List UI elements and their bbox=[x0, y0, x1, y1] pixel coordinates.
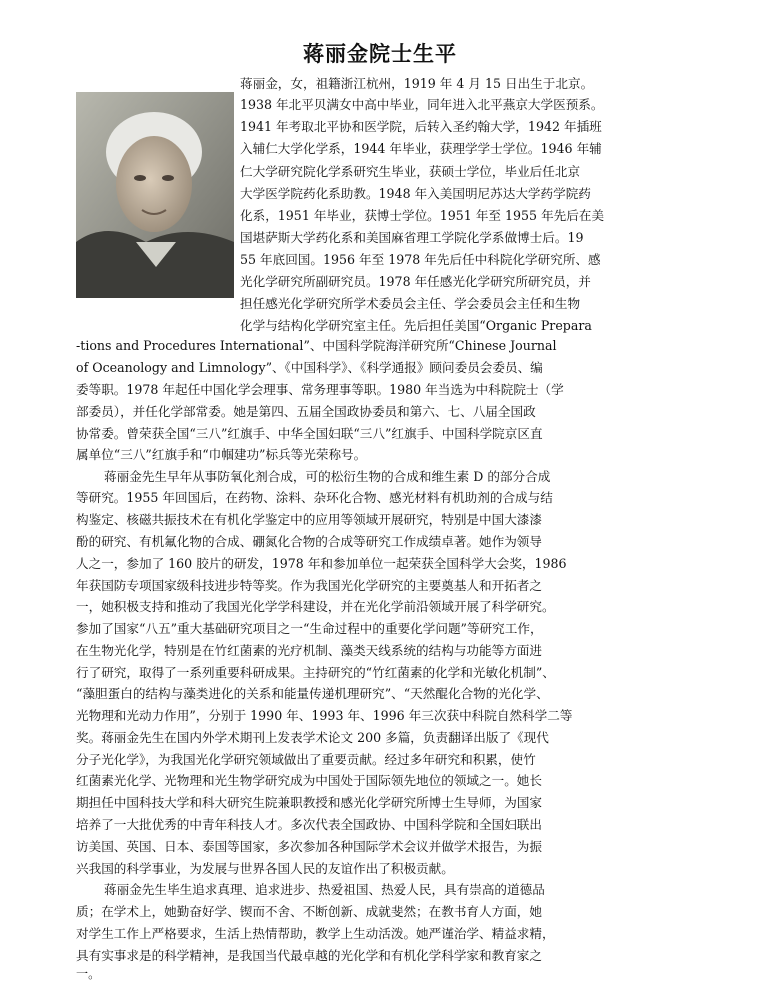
text-line: 蒋丽金，女，祖籍浙江杭州，1919 年 4 月 15 日出生于北京。 bbox=[240, 76, 594, 91]
text-line: 光物理和光动力作用”，分别于 1990 年、1993 年、1996 年三次获中科院自然科学二等 bbox=[76, 708, 573, 723]
text-line: 一，她积极支持和推动了我国光化学学科建设，并在光化学前沿领域开展了科学研究。 bbox=[76, 599, 555, 614]
text-line: 兴我国的科学事业，为发展与世界各国人民的友谊作出了积极贡献。 bbox=[76, 861, 454, 876]
text-line: 化系，1951 年毕业，获博士学位。1951 年至 1955 年先后在美 bbox=[240, 208, 605, 223]
text-line: 协常委。曾荣获全国“三八”红旗手、中华全国妇联“三八”红旗手、中国科学院京区直 bbox=[76, 426, 543, 441]
text-line: 期担任中国科技大学和科大研究生院兼职教授和感光化学研究所博士生导师，为国家 bbox=[76, 795, 542, 810]
portrait-photo bbox=[76, 92, 234, 298]
text-line: 1941 年考取北平协和医学院，后转入圣约翰大学，1942 年插班 bbox=[240, 119, 602, 134]
text-line: 一。 bbox=[76, 966, 101, 981]
text-line: 担任感光化学研究所学术委员会主任、学会委员会主任和生物 bbox=[240, 296, 581, 311]
text-line: 光化学研究所副研究员。1978 年任感光化学研究所研究员，并 bbox=[240, 274, 591, 289]
text-line: “藻胆蛋白的结构与藻类进化的关系和能量传递机理研究”、“天然醌化合物的光化学、 bbox=[76, 686, 549, 701]
text-line: 国堪萨斯大学药化系和美国麻省理工学院化学系做博士后。19 bbox=[240, 230, 584, 245]
text-line: -tions and Procedures International”、中国科学院海洋研究所“Chinese Journal bbox=[76, 338, 557, 353]
text-line: 培养了一大批优秀的中青年科技人才。多次代表全国政协、中国科学院和全国妇联出 bbox=[76, 817, 542, 832]
portrait-image bbox=[76, 92, 234, 298]
page-title: 蒋丽金院士生平 bbox=[303, 42, 457, 66]
text-line: 酚的研究、有机氟化物的合成、硼氮化合物的合成等研究工作成绩卓著。她作为领导 bbox=[76, 534, 542, 549]
text-line: 人之一，参加了 160 胶片的研发，1978 年和参加单位一起荣获全国科学大会奖，1986 bbox=[76, 556, 567, 571]
text-line: 访美国、英国、日本、泰国等国家，多次参加各种国际学术会议并做学术报告，为振 bbox=[76, 839, 542, 854]
text-line: 年获国防专项国家级科技进步特等奖。作为我国光化学研究的主要奠基人和开拓者之 bbox=[76, 578, 542, 593]
text-line: 入辅仁大学化学系，1944 年毕业，获理学学士学位。1946 年辅 bbox=[240, 141, 602, 156]
text-line: 化学与结构化学研究室主任。先后担任美国“Organic Prepara bbox=[240, 318, 592, 333]
text-line: of Oceanology and Limnology”、《中国科学》、《科学通报》顾问委员会委员、编 bbox=[76, 360, 543, 375]
text-line: 参加了国家“八五”重大基础研究项目之一“生命过程中的重要化学问题”等研究工作， bbox=[76, 621, 543, 636]
text-line: 1938 年北平贝满女中高中毕业，同年进入北平燕京大学医预系。 bbox=[240, 97, 604, 112]
text-line: 大学医学院药化系助教。1948 年入美国明尼苏达大学药学院药 bbox=[240, 186, 591, 201]
text-line: 部委员），并任化学部常委。她是第四、五届全国政协委员和第六、七、八届全国政 bbox=[76, 404, 536, 419]
text-line: 属单位“三八”红旗手和“巾帼建功”标兵等光荣称号。 bbox=[76, 447, 367, 462]
text-line: 在生物光化学，特别是在竹红菌素的光疗机制、藻类天线系统的结构与功能等方面进 bbox=[76, 643, 542, 658]
text-line: 红菌素光化学、光物理和光生物学研究成为中国处于国际领先地位的领域之一。她长 bbox=[76, 773, 542, 788]
text-line: 奖。蒋丽金先生在国内外学术期刊上发表学术论文 200 多篇，负责翻译出版了《现代 bbox=[76, 730, 549, 745]
text-line: 等研究。1955 年回国后，在药物、涂料、杂环化合物、感光材料有机助剂的合成与结 bbox=[76, 490, 553, 505]
text-line: 行了研究，取得了一系列重要科研成果。主持研究的“竹红菌素的化学和光敏化机制”、 bbox=[76, 665, 555, 680]
text-line: 分子光化学》，为我国光化学研究领域做出了重要贡献。经过多年研究和积累，使竹 bbox=[76, 752, 536, 767]
text-line: 仁大学研究院化学系研究生毕业，获硕士学位，毕业后任北京 bbox=[240, 164, 581, 179]
text-line: 蒋丽金先生早年从事防氧化剂合成，可的松衍生物的合成和维生素 D 的部分合成 bbox=[104, 469, 551, 484]
text-line: 具有实事求是的科学精神，是我国当代最卓越的光化学和有机化学科学家和教育家之 bbox=[76, 948, 542, 963]
text-line: 质；在学术上，她勤奋好学、锲而不舍、不断创新、成就斐然；在教书育人方面，她 bbox=[76, 904, 542, 919]
text-line: 构鉴定、核磁共振技术在有机化学鉴定中的应用等领域开展研究，特别是中国大漆漆 bbox=[76, 512, 542, 527]
text-line: 对学生工作上严格要求，生活上热情帮助，教学上生动活泼。她严谨治学、精益求精， bbox=[76, 926, 555, 941]
text-line: 55 年底回国。1956 年至 1978 年先后任中科院化学研究所、感 bbox=[240, 252, 601, 267]
text-line: 委等职。1978 年起任中国化学会理事、常务理事等职。1980 年当选为中科院院士（学 bbox=[76, 382, 564, 397]
text-line: 蒋丽金先生毕生追求真理、追求进步、热爱祖国、热爱人民，具有崇高的道德品 bbox=[104, 882, 545, 897]
